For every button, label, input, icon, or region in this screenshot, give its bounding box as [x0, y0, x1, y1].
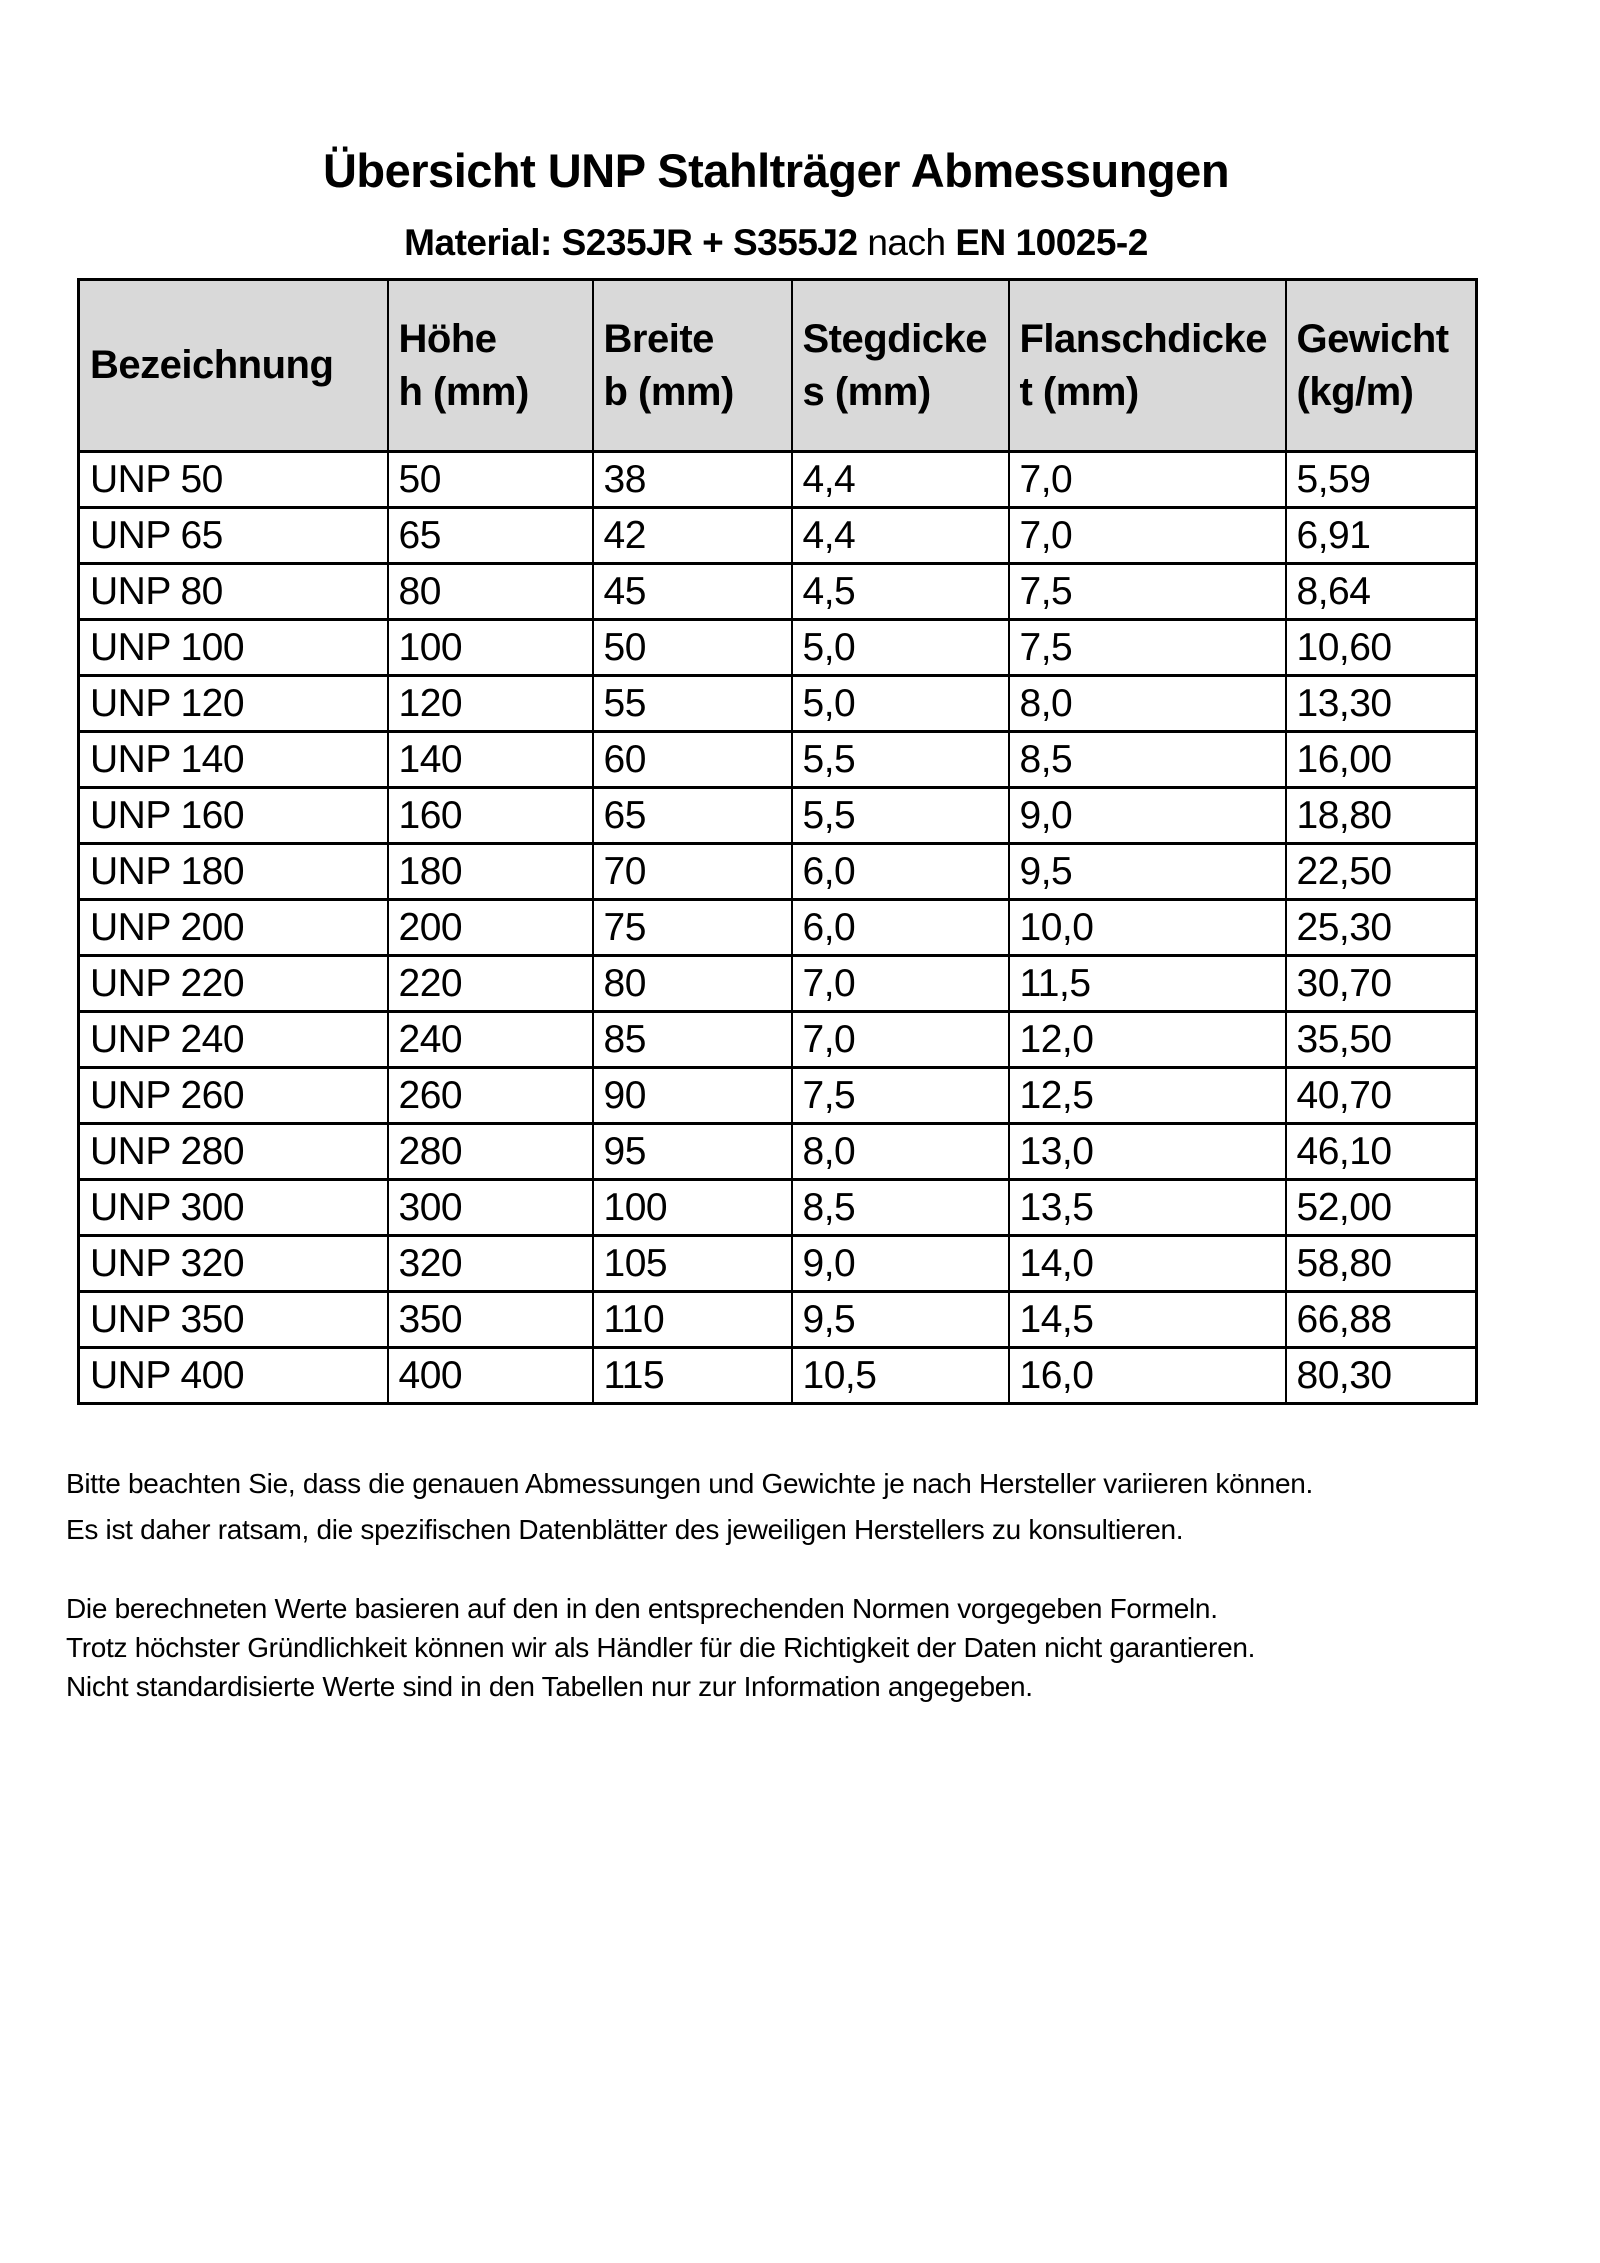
cell-breite: 38: [593, 452, 792, 508]
cell-bezeichnung: UNP 180: [79, 844, 388, 900]
table-row: [79, 676, 1477, 732]
cell-gewicht: 80,30: [1286, 1348, 1477, 1404]
header-bezeichnung: Bezeichnung: [79, 280, 388, 452]
cell-stegdicke: 5,0: [792, 676, 1009, 732]
cell-gewicht: 8,64: [1286, 564, 1477, 620]
cell-flanschdicke: 11,5: [1009, 956, 1286, 1012]
table-row: [79, 1348, 1477, 1404]
cell-breite: 50: [593, 620, 792, 676]
cell-bezeichnung: UNP 350: [79, 1292, 388, 1348]
cell-breite: 70: [593, 844, 792, 900]
table-row: [79, 1292, 1477, 1348]
cell-hoehe: 180: [388, 844, 593, 900]
cell-flanschdicke: 8,0: [1009, 676, 1286, 732]
header-row: [79, 280, 1477, 452]
cell-gewicht: 46,10: [1286, 1124, 1477, 1180]
cell-gewicht: 13,30: [1286, 676, 1477, 732]
cell-hoehe: 350: [388, 1292, 593, 1348]
page-subtitle: [77, 218, 1475, 268]
cell-breite: 85: [593, 1012, 792, 1068]
table-row: [79, 1012, 1477, 1068]
cell-hoehe: 160: [388, 788, 593, 844]
cell-bezeichnung: UNP 140: [79, 732, 388, 788]
cell-breite: 65: [593, 788, 792, 844]
cell-stegdicke: 7,5: [792, 1068, 1009, 1124]
cell-flanschdicke: 7,0: [1009, 452, 1286, 508]
cell-hoehe: 220: [388, 956, 593, 1012]
table-row: [79, 508, 1477, 564]
cell-stegdicke: 4,4: [792, 508, 1009, 564]
table-row: [79, 1236, 1477, 1292]
cell-hoehe: 280: [388, 1124, 593, 1180]
cell-gewicht: 18,80: [1286, 788, 1477, 844]
cell-flanschdicke: 7,5: [1009, 620, 1286, 676]
cell-hoehe: 120: [388, 676, 593, 732]
table-row: [79, 900, 1477, 956]
cell-bezeichnung: UNP 65: [79, 508, 388, 564]
cell-bezeichnung: UNP 100: [79, 620, 388, 676]
cell-flanschdicke: 14,5: [1009, 1292, 1286, 1348]
cell-bezeichnung: UNP 80: [79, 564, 388, 620]
table-body: [79, 452, 1477, 1404]
cell-hoehe: 320: [388, 1236, 593, 1292]
cell-hoehe: 300: [388, 1180, 593, 1236]
cell-bezeichnung: UNP 280: [79, 1124, 388, 1180]
cell-flanschdicke: 12,5: [1009, 1068, 1286, 1124]
cell-hoehe: 140: [388, 732, 593, 788]
cell-flanschdicke: 10,0: [1009, 900, 1286, 956]
cell-flanschdicke: 9,0: [1009, 788, 1286, 844]
cell-hoehe: 200: [388, 900, 593, 956]
cell-bezeichnung: UNP 50: [79, 452, 388, 508]
cell-breite: 75: [593, 900, 792, 956]
cell-gewicht: 22,50: [1286, 844, 1477, 900]
table-row: [79, 620, 1477, 676]
cell-hoehe: 65: [388, 508, 593, 564]
cell-breite: 105: [593, 1236, 792, 1292]
cell-stegdicke: 7,0: [792, 956, 1009, 1012]
cell-bezeichnung: UNP 240: [79, 1012, 388, 1068]
cell-bezeichnung: UNP 320: [79, 1236, 388, 1292]
cell-hoehe: 80: [388, 564, 593, 620]
cell-bezeichnung: UNP 260: [79, 1068, 388, 1124]
table-row: [79, 564, 1477, 620]
cell-hoehe: 50: [388, 452, 593, 508]
cell-gewicht: 16,00: [1286, 732, 1477, 788]
note-line: Bitte beachten Sie, dass die genauen Abmessungen und Gewichte je nach Hersteller variieren können.: [66, 1468, 1313, 1499]
cell-gewicht: 10,60: [1286, 620, 1477, 676]
table-header: [79, 280, 1477, 452]
cell-stegdicke: 5,5: [792, 732, 1009, 788]
cell-flanschdicke: 9,5: [1009, 844, 1286, 900]
note-line: Nicht standardisierte Werte sind in den Tabellen nur zur Information angegeben.: [66, 1671, 1033, 1702]
cell-gewicht: 6,91: [1286, 508, 1477, 564]
cell-stegdicke: 7,0: [792, 1012, 1009, 1068]
subtitle-norm: EN 10025-2: [955, 222, 1148, 263]
cell-gewicht: 35,50: [1286, 1012, 1477, 1068]
cell-stegdicke: 6,0: [792, 900, 1009, 956]
header-breite: Breite b (mm): [593, 280, 792, 452]
cell-stegdicke: 4,5: [792, 564, 1009, 620]
cell-gewicht: 66,88: [1286, 1292, 1477, 1348]
cell-breite: 115: [593, 1348, 792, 1404]
cell-flanschdicke: 14,0: [1009, 1236, 1286, 1292]
table-row: [79, 788, 1477, 844]
cell-flanschdicke: 13,5: [1009, 1180, 1286, 1236]
table-row: [79, 1180, 1477, 1236]
cell-stegdicke: 5,5: [792, 788, 1009, 844]
cell-bezeichnung: UNP 200: [79, 900, 388, 956]
cell-flanschdicke: 7,0: [1009, 508, 1286, 564]
cell-breite: 110: [593, 1292, 792, 1348]
cell-gewicht: 5,59: [1286, 452, 1477, 508]
cell-breite: 90: [593, 1068, 792, 1124]
cell-gewicht: 25,30: [1286, 900, 1477, 956]
cell-bezeichnung: UNP 160: [79, 788, 388, 844]
cell-bezeichnung: UNP 400: [79, 1348, 388, 1404]
cell-stegdicke: 9,5: [792, 1292, 1009, 1348]
table-row: [79, 1124, 1477, 1180]
header-gewicht: Gewicht (kg/m): [1286, 280, 1477, 452]
table-row: [79, 732, 1477, 788]
cell-flanschdicke: 16,0: [1009, 1348, 1286, 1404]
cell-bezeichnung: UNP 220: [79, 956, 388, 1012]
note-manufacturer: [66, 1461, 1526, 1553]
cell-breite: 80: [593, 956, 792, 1012]
cell-breite: 42: [593, 508, 792, 564]
cell-stegdicke: 8,0: [792, 1124, 1009, 1180]
cell-hoehe: 260: [388, 1068, 593, 1124]
cell-flanschdicke: 12,0: [1009, 1012, 1286, 1068]
cell-hoehe: 400: [388, 1348, 593, 1404]
cell-stegdicke: 9,0: [792, 1236, 1009, 1292]
cell-breite: 60: [593, 732, 792, 788]
note-line: Es ist daher ratsam, die spezifischen Datenblätter des jeweiligen Herstellers zu konsultieren.: [66, 1514, 1184, 1545]
unp-dimensions-table: [77, 278, 1478, 1405]
page-title: Übersicht UNP Stahlträger Abmessungen: [322, 144, 1230, 197]
cell-hoehe: 100: [388, 620, 593, 676]
cell-bezeichnung: UNP 300: [79, 1180, 388, 1236]
cell-stegdicke: 10,5: [792, 1348, 1009, 1404]
table-row: [79, 1068, 1477, 1124]
cell-gewicht: 52,00: [1286, 1180, 1477, 1236]
cell-stegdicke: 5,0: [792, 620, 1009, 676]
cell-breite: 45: [593, 564, 792, 620]
cell-bezeichnung: UNP 120: [79, 676, 388, 732]
cell-flanschdicke: 8,5: [1009, 732, 1286, 788]
cell-flanschdicke: 7,5: [1009, 564, 1286, 620]
cell-stegdicke: 4,4: [792, 452, 1009, 508]
table-row: [79, 844, 1477, 900]
cell-gewicht: 40,70: [1286, 1068, 1477, 1124]
cell-stegdicke: 8,5: [792, 1180, 1009, 1236]
note-line: Trotz höchster Gründlichkeit können wir als Händler für die Richtigkeit der Daten nicht garantieren.: [66, 1632, 1256, 1663]
header-hoehe: Höhe h (mm): [388, 280, 593, 452]
cell-gewicht: 30,70: [1286, 956, 1477, 1012]
cell-breite: 100: [593, 1180, 792, 1236]
subtitle-nach: nach: [857, 222, 956, 263]
header-stegdicke: Stegdicke s (mm): [792, 280, 1009, 452]
cell-stegdicke: 6,0: [792, 844, 1009, 900]
header-flanschdicke: Flanschdicke t (mm): [1009, 280, 1286, 452]
subtitle-material: Material: S235JR + S355J2: [404, 222, 858, 263]
table-row: [79, 452, 1477, 508]
cell-gewicht: 58,80: [1286, 1236, 1477, 1292]
note-line: Die berechneten Werte basieren auf den in den entsprechenden Normen vorgegeben Formeln.: [66, 1593, 1218, 1624]
cell-hoehe: 240: [388, 1012, 593, 1068]
cell-breite: 55: [593, 676, 792, 732]
note-disclaimer: [66, 1589, 1526, 1706]
table-row: [79, 956, 1477, 1012]
cell-flanschdicke: 13,0: [1009, 1124, 1286, 1180]
cell-breite: 95: [593, 1124, 792, 1180]
